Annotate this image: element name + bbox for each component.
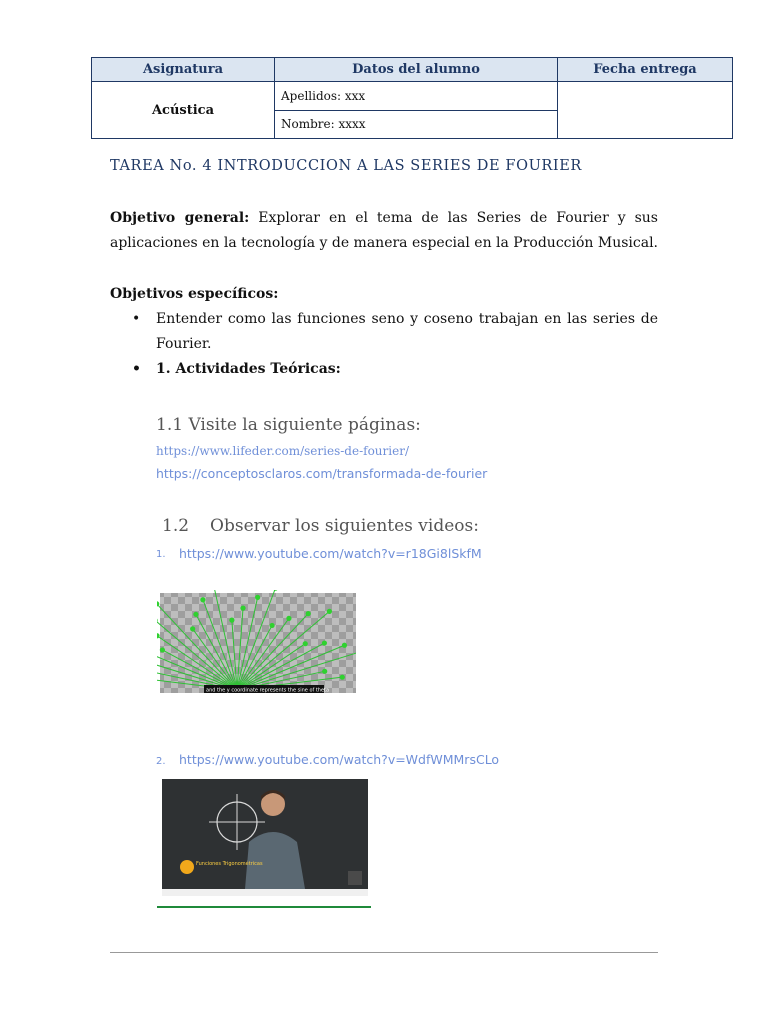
video-2-overlay-title: Funciones Trigonométricas: [196, 861, 263, 867]
specific-objectives-heading: Objetivos específicos:: [110, 286, 279, 302]
section-1-1-heading: 1.1 Visite la siguiente páginas:: [156, 415, 421, 435]
video-2-link[interactable]: https://www.youtube.com/watch?v=WdfWMMrsCLo: [179, 752, 500, 767]
thumbnail-point: [322, 640, 327, 645]
surnames-cell: Apellidos: xxx: [275, 82, 558, 111]
list-item: [110, 357, 658, 382]
thumbnail-point: [303, 641, 308, 646]
video-1-index: 1.: [156, 549, 166, 560]
thumbnail-point: [229, 618, 234, 623]
section-1-2-number: 1.2: [162, 516, 190, 536]
task-title: TAREA No. 4 INTRODUCCION A LAS SERIES DE FOURIER: [110, 158, 582, 174]
video-1-subtitle: and the y coordinate represents the sine of theta: [206, 687, 330, 694]
video-2-index: 2.: [156, 756, 166, 767]
list-item: [110, 307, 658, 357]
header-table: [91, 57, 733, 139]
bullet-icon: •: [132, 361, 141, 377]
video-1-thumbnail-image: [157, 590, 356, 701]
general-objective: [110, 206, 658, 256]
thumbnail-point: [273, 590, 278, 591]
video-2-thumbnail-image: [157, 776, 369, 896]
thumbnail-point: [200, 597, 205, 602]
date-cell: [558, 82, 733, 139]
link-lifeder[interactable]: https://www.lifeder.com/series-de-fourier/: [156, 444, 409, 458]
link-conceptosclaros[interactable]: https://conceptosclaros.com/transformada-de-fourier: [156, 466, 488, 481]
footer-rule: [110, 952, 658, 953]
video-1-thumbnail[interactable]: [157, 590, 356, 701]
thumbnail-point: [160, 647, 165, 652]
section-1-2-heading: [162, 516, 479, 536]
thumbnail-point: [269, 623, 274, 628]
specific-objectives-label: [110, 282, 658, 307]
bullet-icon: •: [132, 311, 141, 327]
col-subject-header: Asignatura: [92, 58, 275, 82]
specific-objectives-list: [110, 307, 658, 382]
progress-line: [157, 906, 371, 908]
thumbnail-point: [190, 626, 195, 631]
col-date-header: Fecha entrega: [558, 58, 733, 82]
thumbnail-point: [306, 611, 311, 616]
section-1-2-title: Observar los siguientes videos:: [210, 516, 479, 536]
name-cell: Nombre: xxxx: [275, 110, 558, 139]
thumbnail-point: [322, 669, 327, 674]
video-2-thumbnail[interactable]: [157, 776, 369, 896]
thumbnail-point: [342, 643, 347, 648]
thumbnail-point: [340, 675, 345, 680]
list-item-text: 1. Actividades Teóricas:: [156, 361, 341, 377]
general-objective-text: Explorar en el tema de las Series de Fourier y sus aplicaciones en la tecnología y de manera especial en la Producción Musical.: [110, 210, 659, 251]
thumbnail-point: [286, 616, 291, 621]
list-item-text: Entender como las funciones seno y coseno trabajan en las series de Fourier.: [156, 311, 658, 352]
general-objective-label: Objetivo general:: [110, 210, 250, 226]
thumbnail-point: [240, 606, 245, 611]
thumbnail-point: [327, 609, 332, 614]
col-student-header: Datos del alumno: [275, 58, 558, 82]
thumbnail-point: [193, 612, 198, 617]
subject-cell: Acústica: [92, 82, 275, 139]
video-1-link[interactable]: https://www.youtube.com/watch?v=r18Gi8lSkfM: [179, 546, 482, 561]
thumbnail-point: [255, 595, 260, 600]
